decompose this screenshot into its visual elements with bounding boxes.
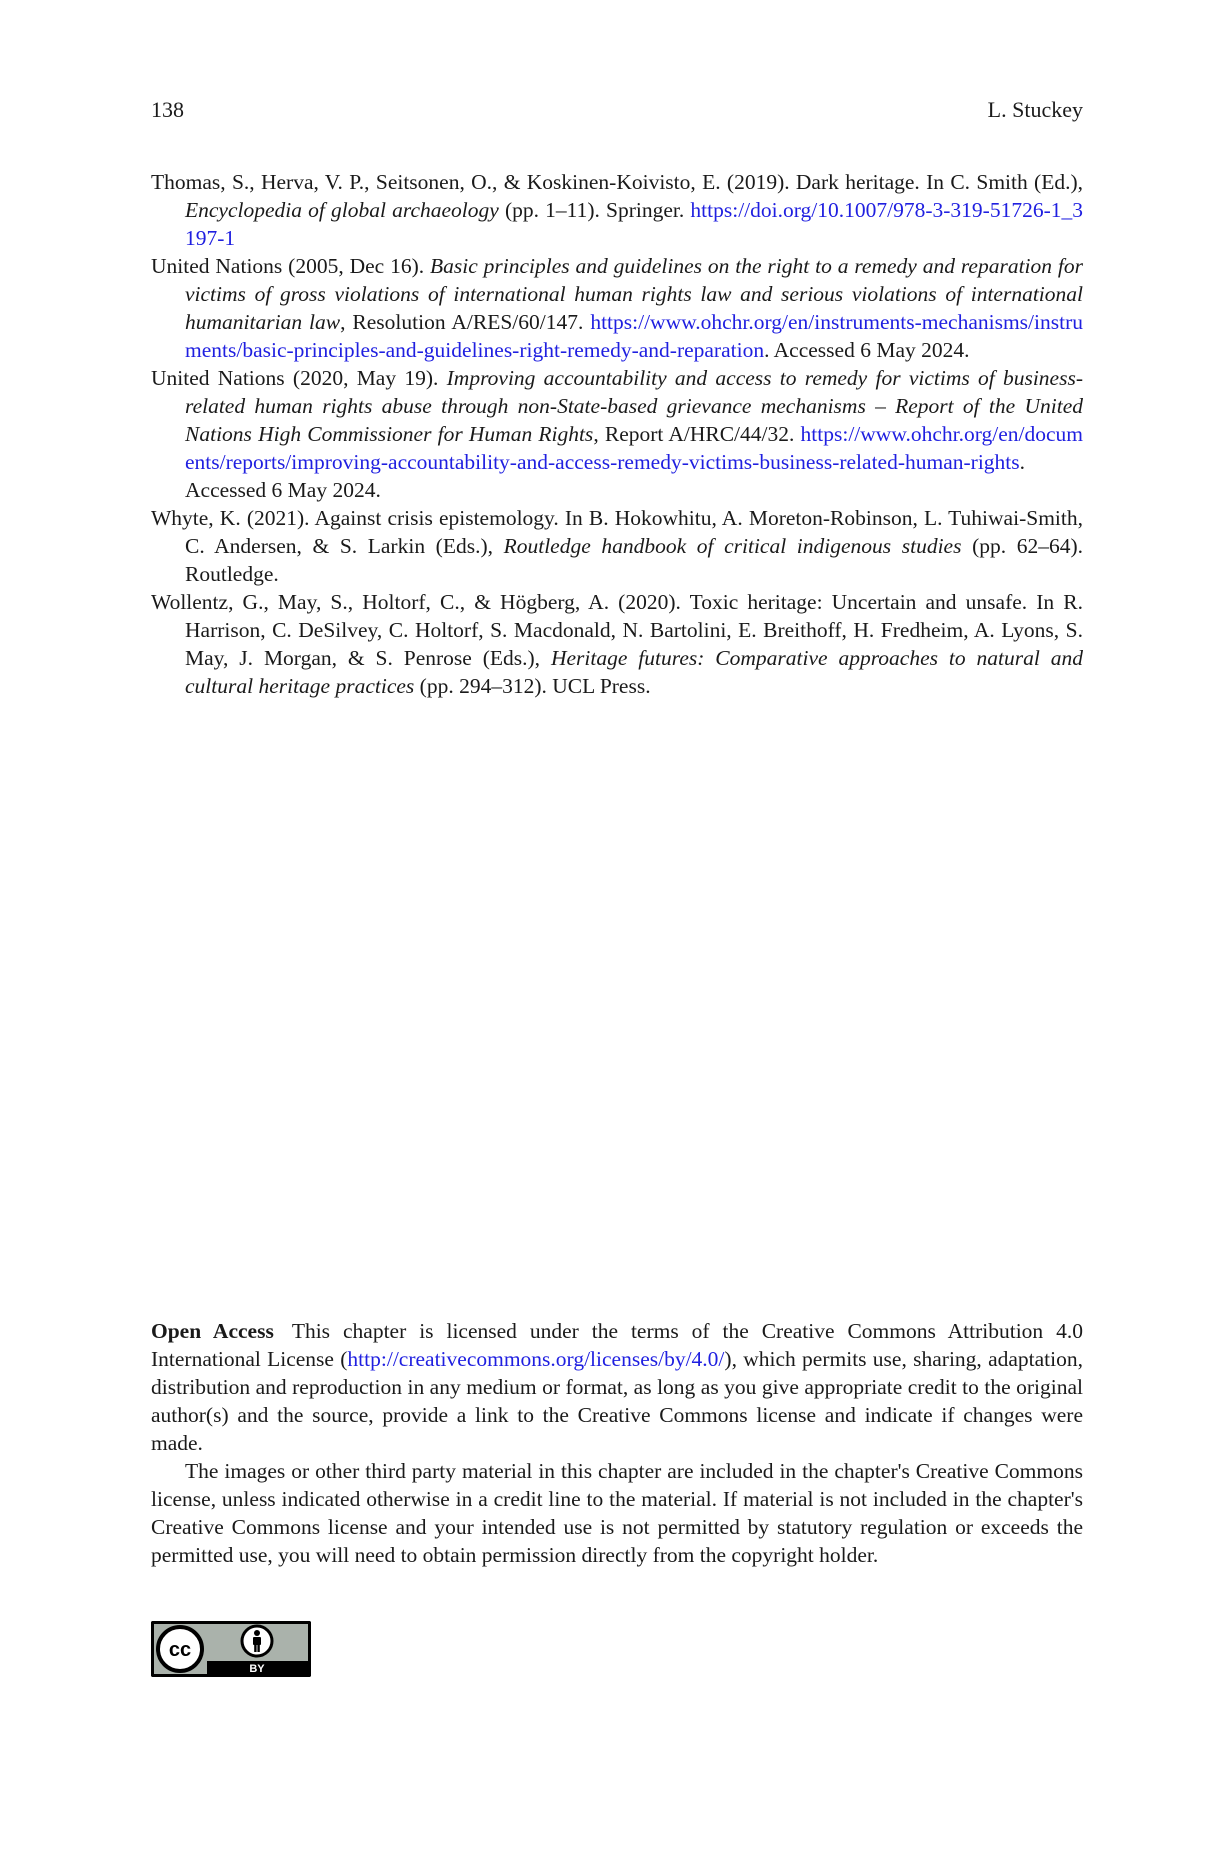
cc-icon bbox=[158, 1627, 202, 1671]
reference-list bbox=[151, 168, 1083, 700]
reference-link[interactable]: https://www.ohchr.org/en/documents/reports/improving-accountability-and-access-remedy-victims-business-related-human-rights bbox=[185, 422, 1084, 474]
reference-item: Thomas, S., Herva, V. P., Seitsonen, O., & Koskinen-Koivisto, E. (2019). Dark heritage. In C. Smith (Ed.), Encyclopedia of global archaeology (pp. 1–11). Springer. https://doi.org/10.1007/978-3-319-51726-1_3197-1 bbox=[151, 170, 1083, 250]
reference-link[interactable]: https://www.ohchr.org/en/instruments-mechanisms/instruments/basic-principles-and-guidelines-right-remedy-and-reparation bbox=[185, 310, 1083, 362]
reference-link[interactable]: https://doi.org/10.1007/978-3-319-51726-1_3197-1 bbox=[185, 198, 1083, 250]
running-head bbox=[151, 96, 1083, 124]
attribution-person-icon bbox=[242, 1626, 272, 1656]
open-access-heading: Open Access bbox=[151, 1319, 274, 1343]
third-party-paragraph: The images or other third party material in this chapter are included in the chapter's Creative Commons license, unless indicated otherwise in a credit line to the material. If material is not included in the chapter's Creative Commons license and your intended use is not permitted by statutory regulation or exceeds the permitted use, you will need to obtain permission directly from the copyright holder. bbox=[151, 1459, 1083, 1567]
by-label: BY bbox=[249, 1663, 265, 1675]
running-author: L. Stuckey bbox=[987, 97, 1083, 122]
reference-item: Whyte, K. (2021). Against crisis epistemology. In B. Hokowhitu, A. Moreton-Robinson, L. Tuhiwai-Smith, C. Andersen, & S. Larkin (Eds.), Routledge handbook of critical indigenous studies (pp. 62–64). Routledge. bbox=[151, 506, 1083, 586]
open-access-paragraph: Open Access This chapter is licensed under the terms of the Creative Commons Attribution 4.0 International License (http://creativecommons.org/licenses/by/4.0/), which permits use, sharing, adaptation, distribution and reproduction in any medium or format, as long as you give appropriate credit to the original author(s) and the source, provide a link to the Creative Commons license and indicate if changes were made. bbox=[151, 1319, 1083, 1455]
open-access-notice bbox=[151, 1317, 1083, 1569]
reference-item: United Nations (2020, May 19). Improving accountability and access to remedy for victims of business-related human rights abuse through non-State-based grievance mechanisms – Report of the United Nations High Commissioner for Human Rights, Report A/HRC/44/32. https://www.ohchr.org/en/documents/reports/improving-accountability-and-access-remedy-victims-business-related-human-rights. Accessed 6 May 2024. bbox=[151, 366, 1084, 502]
page-number: 138 bbox=[151, 97, 184, 122]
reference-item: United Nations (2005, Dec 16). Basic principles and guidelines on the right to a remedy and reparation for victims of gross violations of international human rights law and serious violations of international humanitarian law, Resolution A/RES/60/147. https://www.ohchr.org/en/instruments-mechanisms/instruments/basic-principles-and-guidelines-right-remedy-and-reparation. Accessed 6 May 2024. bbox=[151, 254, 1083, 362]
license-link[interactable]: http://creativecommons.org/licenses/by/4.0/ bbox=[347, 1347, 725, 1371]
svg-text:cc: cc bbox=[168, 1639, 192, 1661]
reference-item: Wollentz, G., May, S., Holtorf, C., & Högberg, A. (2020). Toxic heritage: Uncertain and unsafe. In R. Harrison, C. DeSilvey, C. Holtorf, S. Macdonald, N. Bartolini, E. Breithoff, H. Fredheim, A. Lyons, S. May, J. Morgan, & S. Penrose (Eds.), Heritage futures: Comparative approaches to natural and cultural heritage practices (pp. 294–312). UCL Press. bbox=[151, 590, 1083, 698]
cc-by-logo bbox=[151, 1621, 311, 1677]
page-body bbox=[151, 96, 1083, 700]
cc-by-license-badge[interactable] bbox=[151, 1621, 311, 1677]
